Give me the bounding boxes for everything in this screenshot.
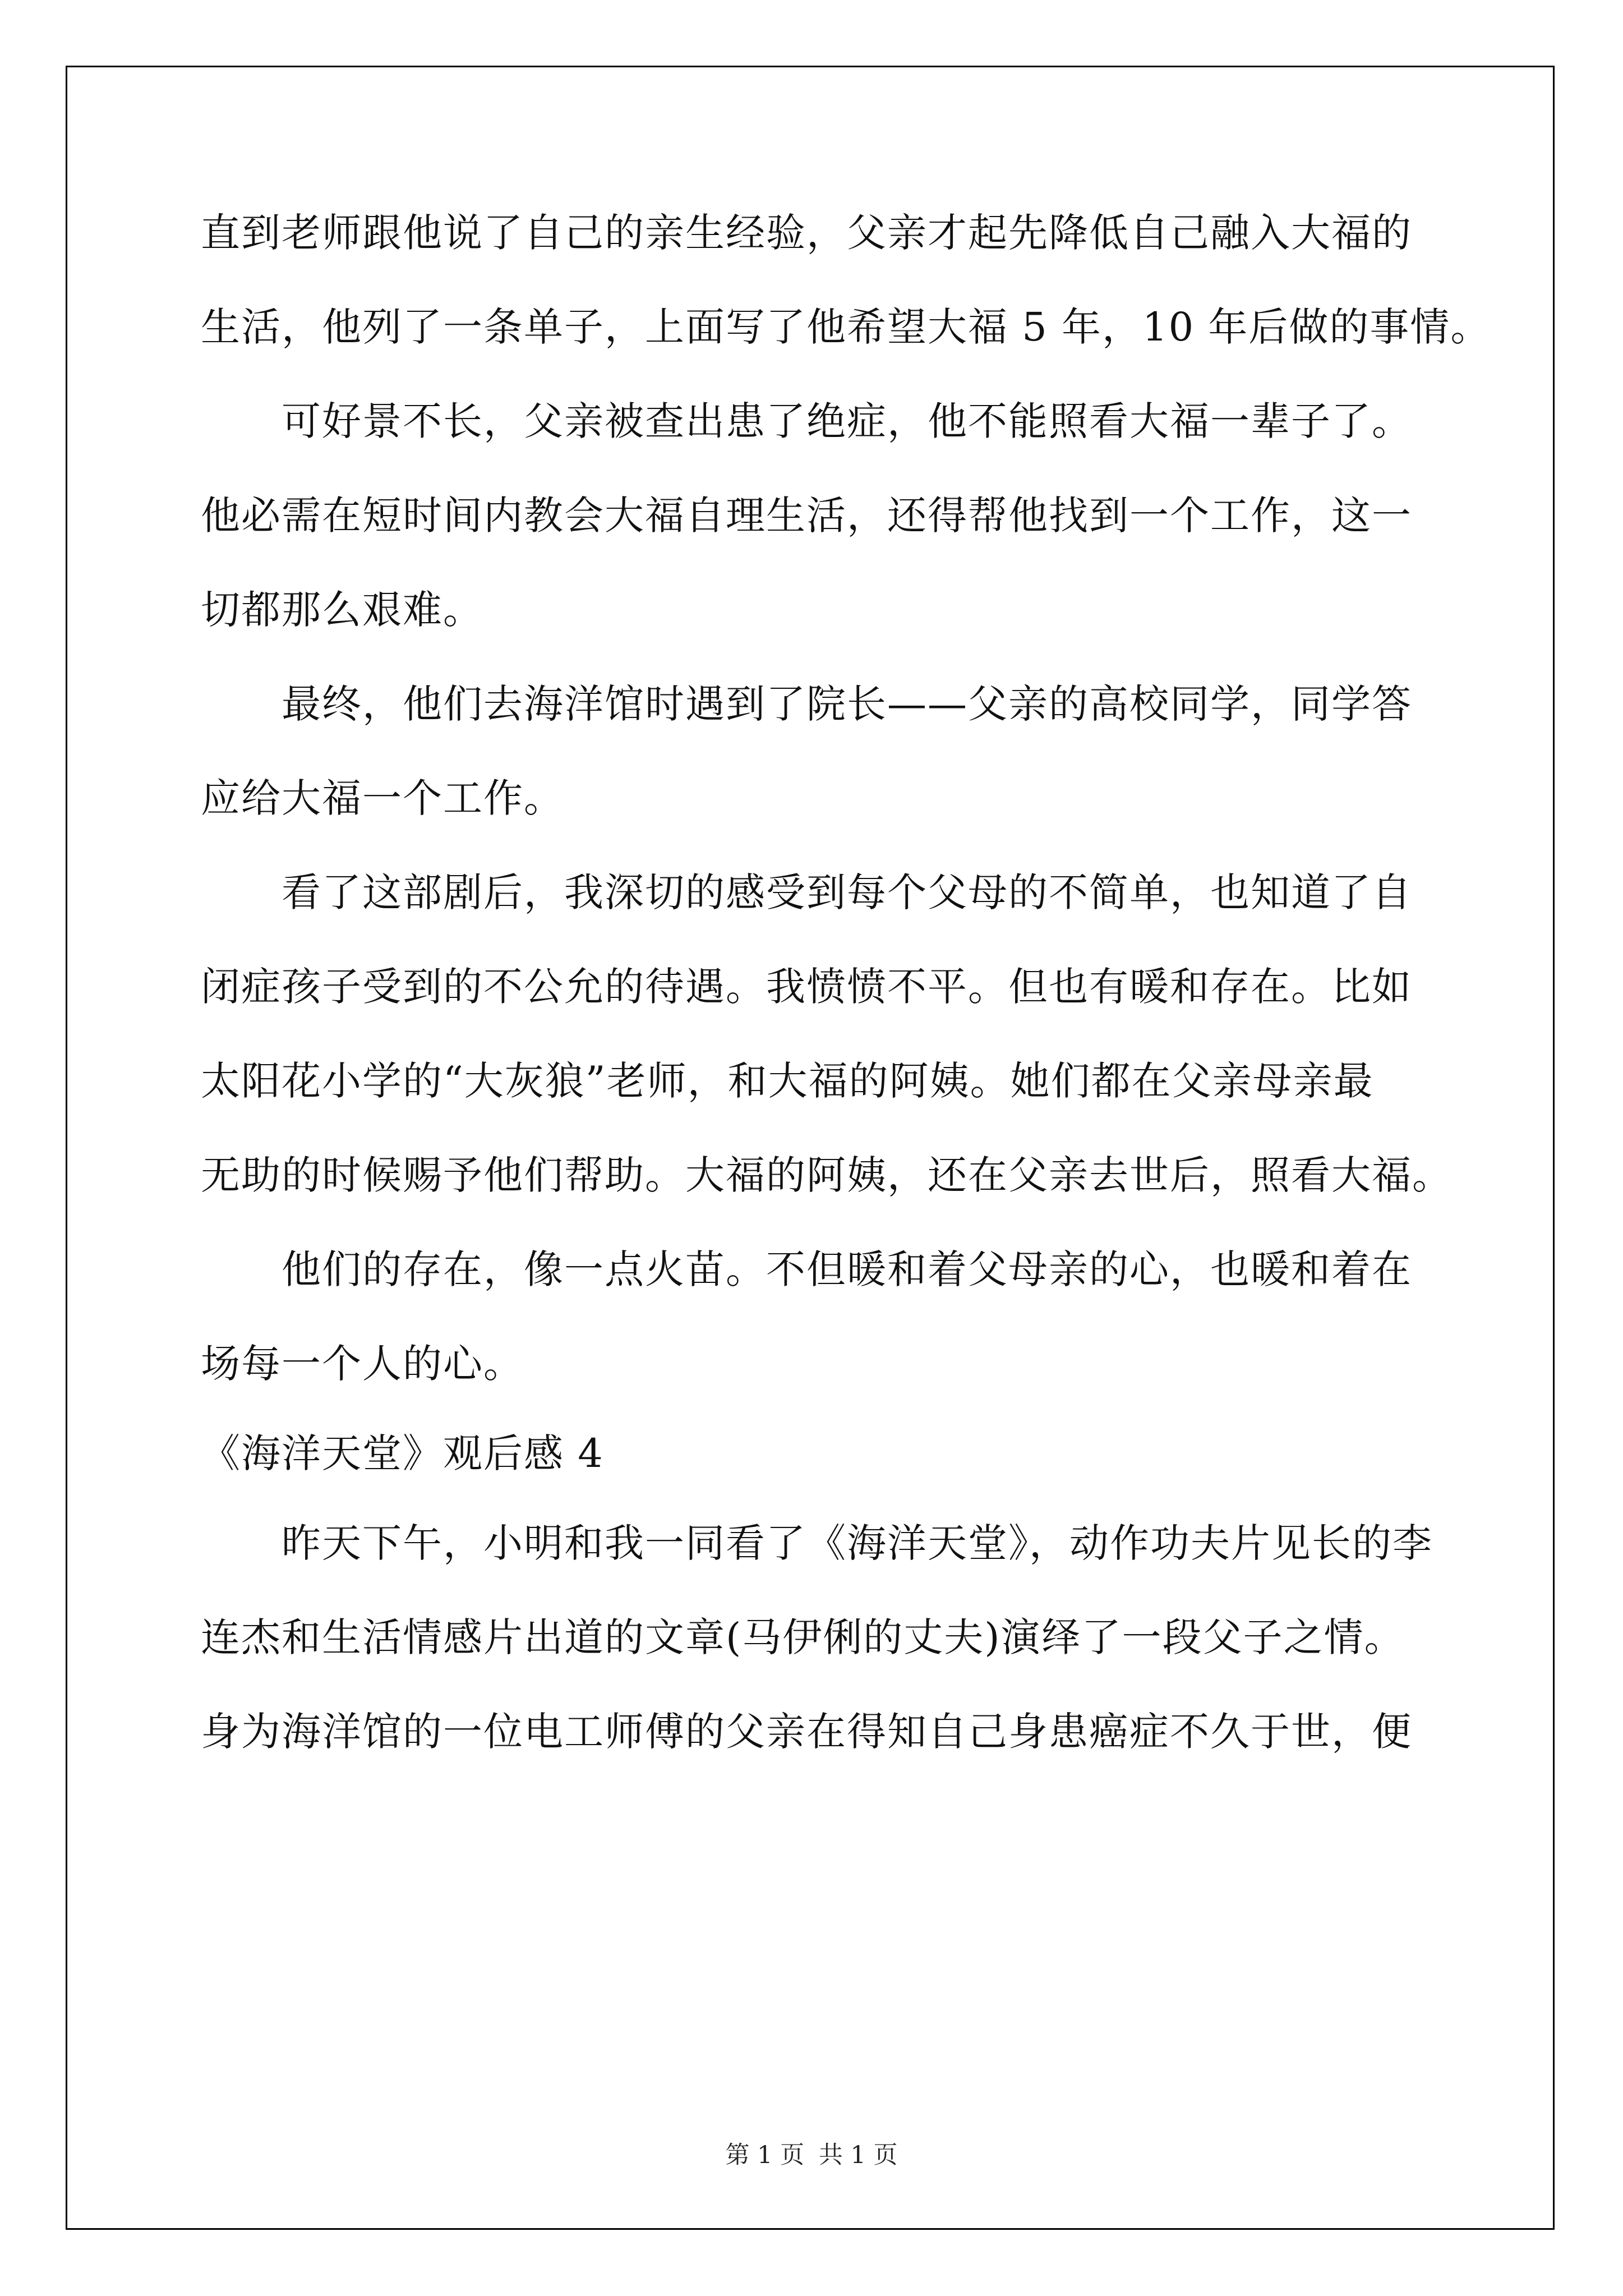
text-line: 切都那么艰难。 <box>201 587 483 633</box>
page-number: 第 1 页 <box>725 2141 805 2169</box>
text-line: 生活，他列了一条单子，上面写了他希望大福 5 年，10 年后做的事情。 <box>201 304 1491 350</box>
section-heading: 《海洋天堂》观后感 4 <box>201 1430 604 1476</box>
paragraph-start: 昨天下午，小明和我一同看了《海洋天堂》，动作功夫片见长的李 <box>282 1520 1433 1566</box>
text-line: 身为海洋馆的一位电工师傅的父亲在得知自己身患癌症不久于世，便 <box>201 1709 1412 1755</box>
paragraph-start: 他们的存在，像一点火苗。不但暖和着父母亲的心，也暖和着在 <box>282 1246 1412 1292</box>
text-line: 连杰和生活情感片出道的文章(马伊俐的丈夫)演绎了一段父子之情。 <box>201 1614 1405 1660</box>
text-line: 闭症孩子受到的不公允的待遇。我愤愤不平。但也有暖和存在。比如 <box>201 964 1412 1010</box>
text-line: 场每一个人的心。 <box>201 1341 524 1387</box>
text-line: 直到老师跟他说了自己的亲生经验，父亲才起先降低自己融入大福的 <box>201 210 1412 256</box>
text-line: 太阳花小学的“大灰狼”老师，和大福的阿姨。她们都在父亲母亲最 <box>201 1058 1374 1104</box>
text-line: 应给大福一个工作。 <box>201 775 564 821</box>
paragraph-start: 最终，他们去海洋馆时遇到了院长——父亲的高校同学，同学答 <box>282 681 1412 727</box>
page-total: 共 1 页 <box>818 2141 898 2169</box>
text-line: 无助的时候赐予他们帮助。大福的阿姨，还在父亲去世后，照看大福。 <box>201 1152 1453 1198</box>
page-footer <box>0 2136 1623 2170</box>
paragraph-start: 看了这部剧后，我深切的感受到每个父母的不简单，也知道了自 <box>282 869 1412 915</box>
text-line: 他必需在短时间内教会大福自理生活，还得帮他找到一个工作，这一 <box>201 493 1412 539</box>
paragraph-start: 可好景不长，父亲被查出患了绝症，他不能照看大福一辈子了。 <box>282 398 1412 444</box>
page-border <box>66 66 1555 2230</box>
